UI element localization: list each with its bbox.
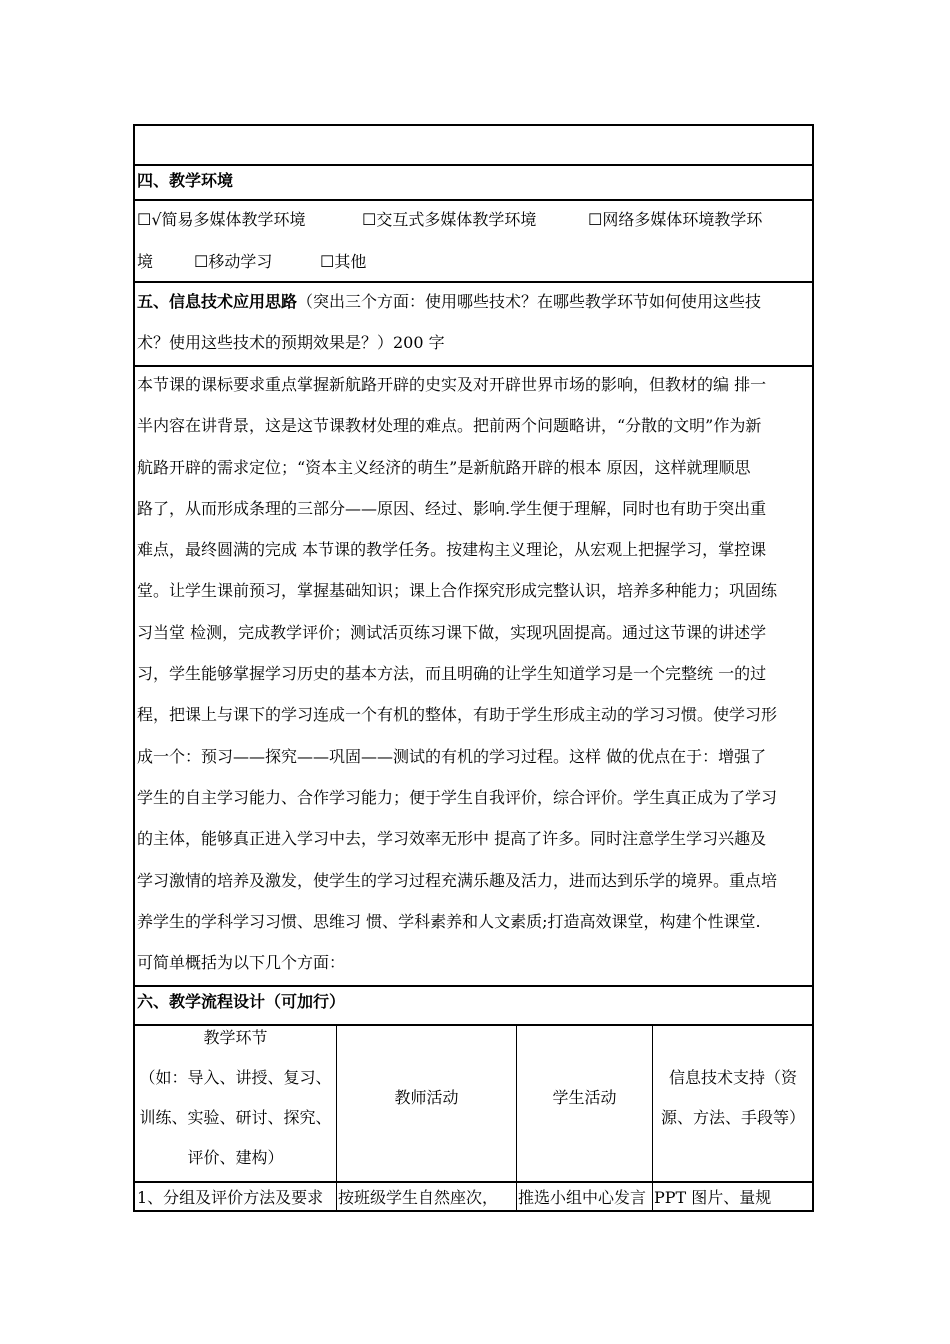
- body-line: 难点，最终圆满的完成 本节课的教学任务。按建构主义理论，从宏观上把握学习，掌控课: [137, 540, 767, 560]
- body-line: 习当堂 检测，完成教学评价；测试活页练习课下做，实现巩固提高。通过这节课的讲述学: [137, 622, 767, 642]
- body-line: 路了，从而形成条理的三部分——原因、经过、影响.学生便于理解，同时也有助于突出重: [137, 498, 767, 518]
- option-simple-multimedia: ☐√简易多媒体教学环境: [137, 210, 306, 229]
- body-line: 堂。让学生课前预习，掌握基础知识；课上合作探究形成完整认识，培养多种能力；巩固练: [137, 581, 778, 601]
- header-line: （如：导入、讲授、复习、: [139, 1068, 332, 1087]
- body-line: 成一个：预习——探究——巩固——测试的有机的学习过程。这样 做的优点在于：增强了: [137, 746, 767, 766]
- body-line: 可简单概括为以下几个方面：: [137, 953, 346, 973]
- header-line: 源、方法、手段等）: [660, 1108, 805, 1127]
- body-line: 程，把课上与课下的学习连成一个有机的整体，有助于学生形成主动的学习习惯。使学习形: [137, 705, 778, 725]
- option-mobile-learning: ☐移动学习: [194, 252, 273, 271]
- body-line: 的主体，能够真正进入学习中去，学习效率无形中 提高了许多。同时注意学生学习兴趣及: [137, 829, 767, 849]
- table-rule: [133, 1181, 814, 1183]
- table-rule: [133, 985, 814, 987]
- header-teaching-stage: [135, 1018, 336, 1178]
- table-rule: [133, 164, 814, 166]
- body-line: 本节课的课标要求重点掌握新航路开辟的史实及对开辟世界市场的影响，但教材的编 排一: [137, 375, 767, 394]
- body-line: 学生的自主学习能力、合作学习能力；便于学生自我评价，综合评价。学生真正成为了学习: [137, 787, 778, 807]
- body-line: 养学生的学科学习习惯、思维习 惯、学科素养和人文素质;打造高效课堂，构建个性课堂.: [137, 911, 761, 931]
- section5-note-line2: 术？使用这些技术的预期效果是？）200 字: [137, 333, 445, 352]
- header-teacher-activity: 教师活动: [394, 1088, 459, 1107]
- header-student-activity: 学生活动: [552, 1088, 617, 1107]
- header-line: 训练、实验、研讨、探究、: [139, 1108, 332, 1127]
- section5-heading-line1: [137, 292, 761, 312]
- column-divider: [336, 1025, 337, 1211]
- body-line: 半内容在讲背景，这是这节课教材处理的难点。把前两个问题略讲，“分散的文明”作为新: [137, 416, 762, 436]
- section5-body: [137, 364, 807, 983]
- option-other: ☐其他: [320, 252, 367, 271]
- row1-student-activity: 推选小组中心发言: [518, 1188, 647, 1207]
- header-line: 教学环节: [203, 1028, 268, 1047]
- row1-stage: 1、分组及评价方法及要求: [137, 1188, 324, 1207]
- column-divider: [516, 1025, 517, 1211]
- row1-it-support: PPT 图片、量规: [654, 1188, 772, 1207]
- section6-title: 六、教学流程设计（可加行）: [137, 992, 346, 1011]
- body-line: 航路开辟的需求定位；“资本主义经济的萌生”是新航路开辟的根本 原因，这样就理顺思: [137, 457, 751, 477]
- table-rule: [133, 281, 814, 283]
- option-interactive-multimedia: ☐交互式多媒体教学环境: [362, 210, 537, 229]
- header-it-support: [653, 1058, 813, 1138]
- body-line: 学习激情的培养及激发，使学生的学习过程充满乐趣及活力，进而达到乐学的境界。重点培: [137, 870, 778, 890]
- option-network-multimedia: ☐网络多媒体环境教学环: [588, 210, 763, 229]
- section4-title: 四、教学环境: [137, 171, 234, 190]
- table-rule: [133, 199, 814, 201]
- header-line: 信息技术支持（资: [668, 1068, 797, 1087]
- header-line: 评价、建构）: [187, 1148, 284, 1167]
- body-line: 习，学生能够掌握学习历史的基本方法，而且明确的让学生知道学习是一个完整统 一的过: [137, 664, 767, 684]
- section5-title: 五、信息技术应用思路: [137, 292, 298, 311]
- option-network-multimedia-cont: 境: [137, 252, 154, 271]
- row1-teacher-activity: 按班级学生自然座次，: [338, 1188, 499, 1207]
- section5-note: （突出三个方面：使用哪些技术？在哪些教学环节如何使用这些技: [297, 292, 762, 311]
